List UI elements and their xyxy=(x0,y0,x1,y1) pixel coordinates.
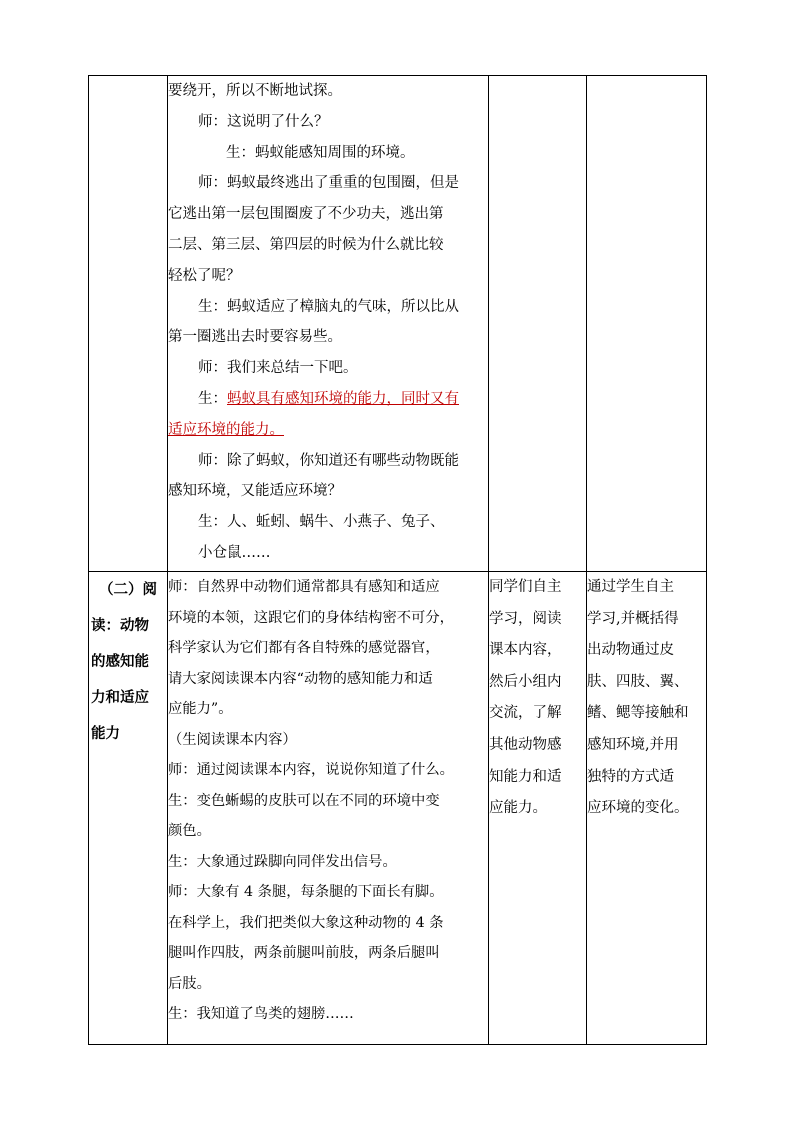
text-line: 二层、第三层、第四层的时候为什么就比较 xyxy=(168,236,444,253)
text-line: 生：蚂蚁能感知周围的环境。 xyxy=(226,144,415,161)
text-line: 师：我们来总结一下吧。 xyxy=(198,360,358,377)
stage-cell-empty xyxy=(89,76,168,572)
text-line: 感知环境,并用 xyxy=(587,736,679,753)
text-line: 学习，阅读 xyxy=(489,610,562,627)
text-line: 轻松了呢？ xyxy=(168,267,241,284)
text-line: 在科学上，我们把类似大象这种动物的 4 条 xyxy=(168,914,444,931)
text-line: 第一圈逃出去时要容易些。 xyxy=(168,329,342,346)
text-line: 科学家认为它们都有各自特殊的感觉器官， xyxy=(168,640,440,656)
text-line: 肤、四肢、翼、 xyxy=(587,673,689,690)
stage-cell xyxy=(89,572,168,1045)
text-line: 师：除了蚂蚁，你知道还有哪些动物既能 xyxy=(198,452,459,469)
design-purpose-cell-empty xyxy=(587,76,707,572)
text-line: 它逃出第一层包围圈废了不少功夫，逃出第 xyxy=(168,206,444,223)
text-line: 师：通过阅读课本内容，说说你知道了什么。 xyxy=(168,762,454,778)
text-line: 腿叫作四肢，两条前腿叫前肢，两条后腿叫 xyxy=(168,945,440,961)
text-line: 同学们自主 xyxy=(489,579,562,595)
highlighted-conclusion: 蚂蚁具有感知环境的能力，同时又有 xyxy=(227,390,459,407)
text-line: 环境的本领，这跟它们的身体结构密不可分， xyxy=(168,609,454,626)
text-line: 知能力和适 xyxy=(489,768,562,785)
text-line: 学习,并概括得 xyxy=(587,610,679,627)
stage-title-line: 读：动物 xyxy=(91,618,149,634)
teaching-process-cell xyxy=(168,76,489,572)
student-activity-cell xyxy=(489,572,587,1045)
text-line xyxy=(168,384,488,415)
text-line: 应能力。 xyxy=(489,800,547,817)
stage-title-line: （二）阅 xyxy=(99,582,157,598)
text-line: 应环境的变化。 xyxy=(587,800,689,817)
student-activity-cell-empty xyxy=(489,76,587,572)
text-line: 生：大象通过跺脚向同伴发出信号。 xyxy=(168,853,397,870)
table-row xyxy=(89,572,707,1045)
teaching-process-cell xyxy=(168,572,489,1045)
text-line: 颜色。 xyxy=(168,823,211,839)
text-line: 生：变色蜥蜴的皮肤可以在不同的环境中变 xyxy=(168,792,440,809)
text-line: 独特的方式适 xyxy=(587,768,674,785)
text-line: 其他动物感 xyxy=(489,736,562,753)
text-line: 通过学生自主 xyxy=(587,579,674,595)
text-line: 感知环境，又能适应环境？ xyxy=(168,483,342,500)
text-line: 师：大象有 4 条腿，每条腿的下面长有脚。 xyxy=(168,884,444,900)
text-line: 然后小组内 xyxy=(489,673,562,690)
text-line: 师：这说明了什么？ xyxy=(198,113,329,130)
design-purpose-cell xyxy=(587,572,707,1045)
text-line: 后肢。 xyxy=(168,975,211,992)
text-line: 师：蚂蚁最终逃出了重重的包围圈，但是 xyxy=(198,175,459,192)
stage-title-line: 力和适应 xyxy=(91,690,149,706)
text-line: 交流，了解 xyxy=(489,705,562,722)
text-line: （生阅读课本内容） xyxy=(168,731,297,748)
text-line: 应能力”。 xyxy=(168,701,233,717)
stage-title-line: 能力 xyxy=(91,726,120,742)
text-line: 小仓鼠…… xyxy=(198,544,271,561)
text-line xyxy=(168,415,488,446)
text-line: 生：人、蚯蚓、蜗牛、小燕子、兔子、 xyxy=(198,514,445,531)
lesson-plan-table xyxy=(88,75,707,1045)
text-line: 生：蚂蚁适应了樟脑丸的气味，所以比从 xyxy=(198,298,459,315)
text-line: 课本内容， xyxy=(489,642,562,659)
text-line: 请大家阅读课本内容“动物的感知能力和适 xyxy=(168,670,433,687)
stage-title-line: 的感知能 xyxy=(91,654,149,670)
speaker-label: 生： xyxy=(198,390,227,407)
text-line: 出动物通过皮 xyxy=(587,642,674,659)
text-line: 要绕开，所以不断地试探。 xyxy=(168,83,342,99)
table-row xyxy=(89,76,707,572)
text-line: 师：自然界中动物们通常都具有感知和适应 xyxy=(168,579,440,595)
text-line: 生：我知道了鸟类的翅膀…… xyxy=(168,1006,354,1022)
highlighted-conclusion: 适应环境的能力。 xyxy=(168,421,284,438)
text-line: 鳍、鳃等接触和 xyxy=(587,705,689,722)
